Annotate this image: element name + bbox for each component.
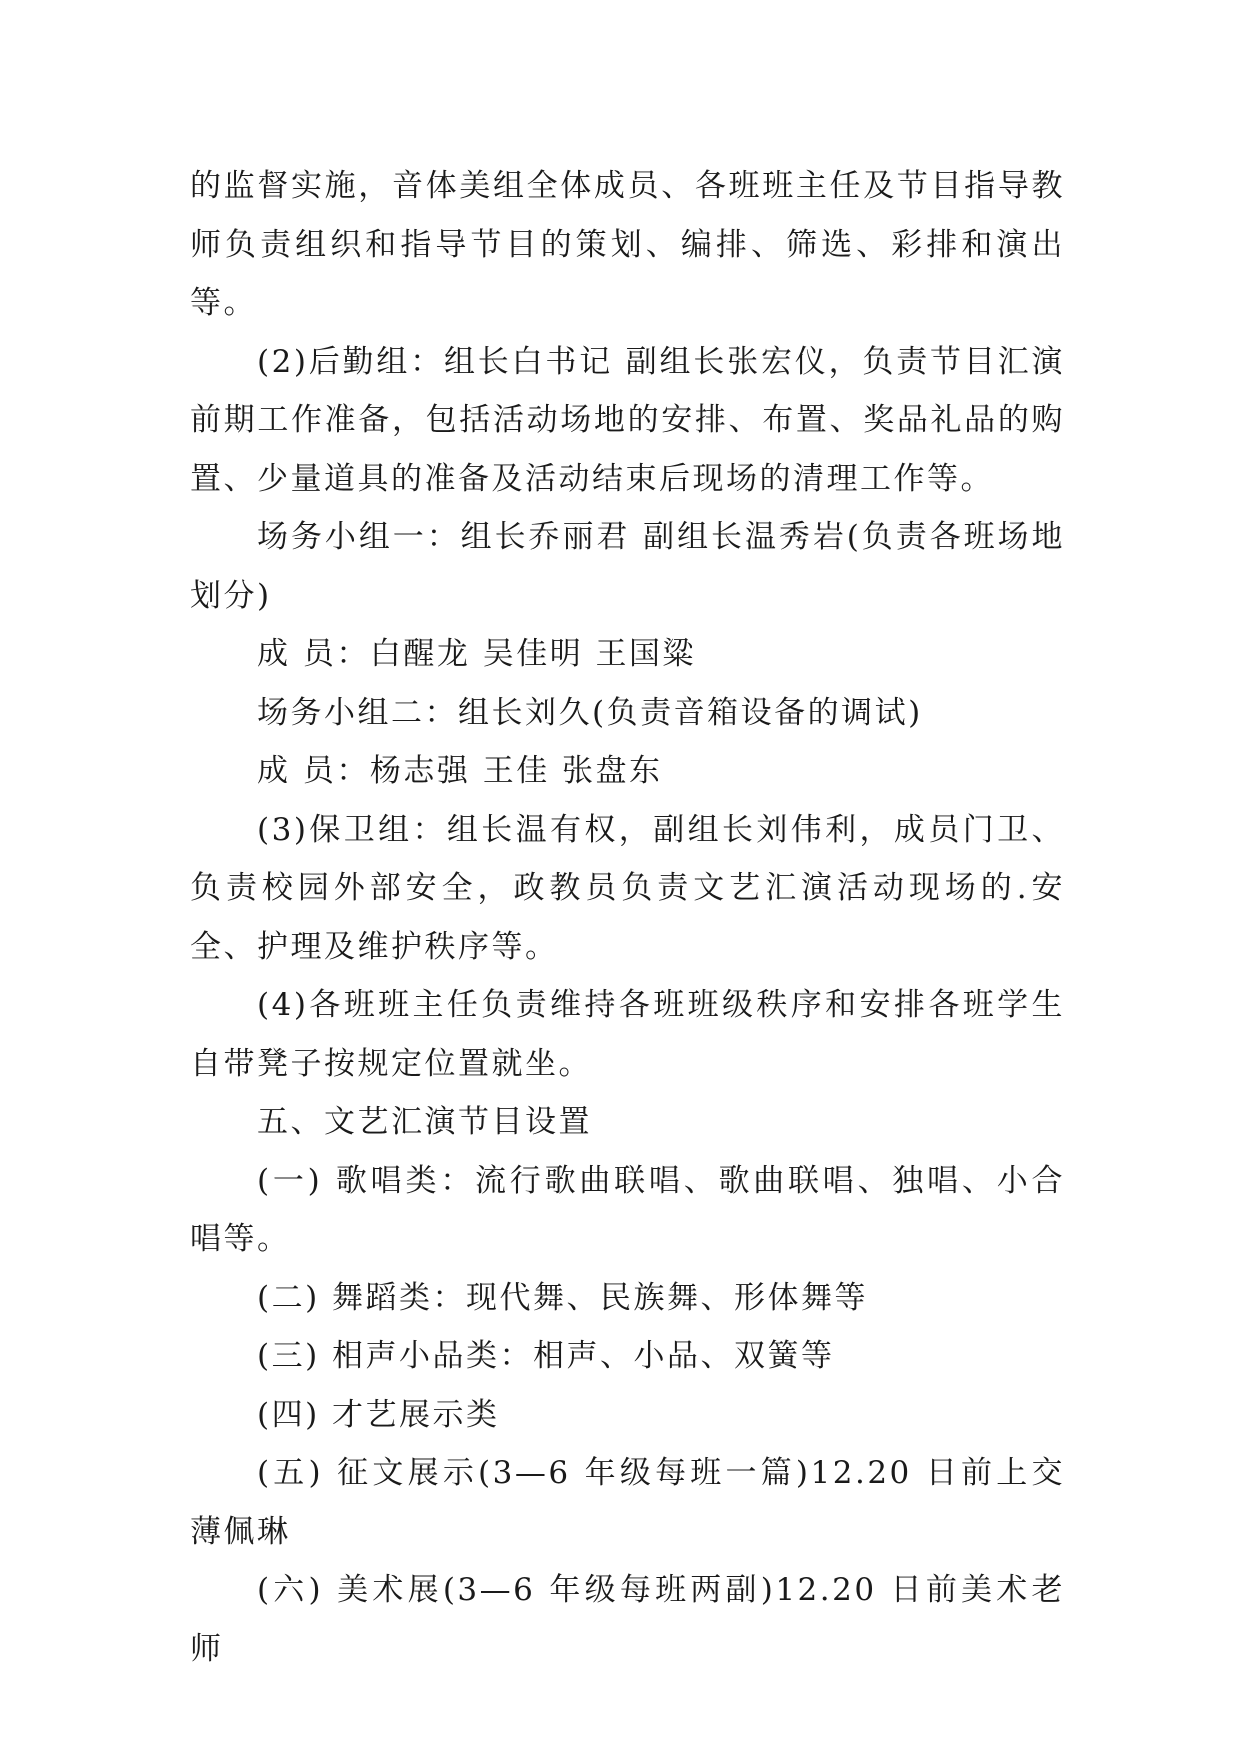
paragraph-venue-team-one: 场务小组一：组长乔丽君 副组长温秀岩(负责各班场地划分) — [190, 519, 1065, 614]
paragraph-supervision: 的监督实施，音体美组全体成员、各班班主任及节目指导教师负责组织和指导节目的策划、编排、筛选、彩排和演出等。 — [190, 168, 1065, 321]
program-item-essay: (五) 征文展示(3—6 年级每班一篇)12.20 日前上交薄佩琳 — [190, 1455, 1065, 1550]
document-body — [190, 157, 1065, 1678]
program-item-singing: (一) 歌唱类：流行歌曲联唱、歌曲联唱、独唱、小合唱等。 — [190, 1162, 1065, 1257]
program-item-talent: (四) 才艺展示类 — [257, 1396, 500, 1433]
paragraph-venue-team-two: 场务小组二：组长刘久(负责音箱设备的调试) — [257, 694, 923, 731]
program-item-art: (六) 美术展(3—6 年级每班两副)12.20 日前美术老师 — [190, 1572, 1065, 1667]
program-item-dance: (二) 舞蹈类：现代舞、民族舞、形体舞等 — [257, 1279, 869, 1316]
paragraph-class-teachers: (4)各班班主任负责维持各班班级秩序和安排各班学生自带凳子按规定位置就坐。 — [190, 987, 1065, 1082]
program-item-crosstalk: (三) 相声小品类：相声、小品、双簧等 — [257, 1338, 835, 1374]
paragraph-venue-team-one-members: 成 员：白醒龙 吴佳明 王国粱 — [257, 636, 697, 672]
section-heading-program-settings: 五、文艺汇演节目设置 — [257, 1104, 592, 1140]
paragraph-logistics-group: (2)后勤组：组长白书记 副组长张宏仪，负责节目汇演前期工作准备，包括活动场地的安排、布置、奖品礼品的购置、少量道具的准备及活动结束后现场的清理工作等。 — [190, 343, 1065, 497]
paragraph-security-group: (3)保卫组：组长温有权，副组长刘伟利，成员门卫、负责校园外部安全，政教员负责文艺汇演活动现场的.安全、护理及维护秩序等。 — [190, 811, 1065, 965]
paragraph-venue-team-two-members: 成 员：杨志强 王佳 张盘东 — [257, 753, 663, 789]
